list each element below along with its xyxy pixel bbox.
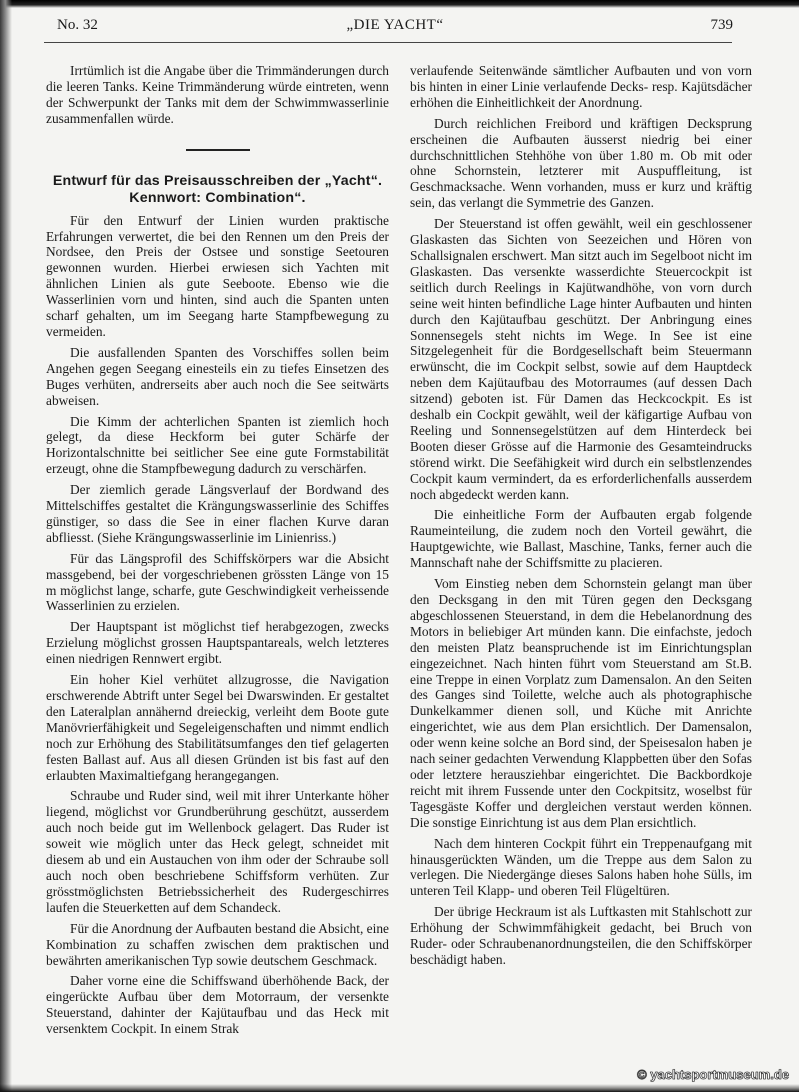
- header-rule: [44, 42, 732, 43]
- paragraph: Ein hoher Kiel verhütet allzugrosse, die Navigation erschwerende Abtrift unter Segel bei Dwarswinden. Er gestaltet den Lateralplan annähernd dreieckig, verleiht dem Boote gute Manövrierfähigkeit und Segeleigenschaften und nimmt endlich noch zur Erhöhung des Stabilitätsumfanges den tief gelagerten festen Ballast auf. Aus all diesen Gründen ist bis fast auf den erlaubten Maximaltiefgang herangegangen.: [46, 672, 389, 783]
- paragraph: Der Hauptspant ist möglichst tief herabgezogen, zwecks Erzielung möglichst grossen Hauptspantareals, welch letzteres einen niedrigen Rennwert ergibt.: [46, 619, 389, 667]
- paragraph: Der übrige Heckraum ist als Luftkasten mit Stahlschott zur Erhöhung der Schwimmfähigkeit gedacht, bei Bruch von Ruder- oder Schraubenanordnungsteilen, die den Schiffskörper beschädigt haben.: [410, 904, 752, 967]
- page-number: 739: [710, 17, 733, 33]
- paragraph: Der Steuerstand ist offen gewählt, weil ein geschlossener Glaskasten das Sichten von Seezeichen und Hören von Schallsignalen erschwert. Man sitzt auch im Segelboot nicht im Glaskasten. Das versenkte wasserdichte Steuercockpit ist seitlich durch Reelings in Kajütwandhöhe, von vorn durch seine weit hinten befindliche Lage hinter Aufbauten und hinten durch den Kajütaufbau geschützt. Der Anbringung eines Sonnensegels steht nichts im Wege. In See ist eine Sitzgelegenheit für die Bordgesellschaft beim Steuermann erwünscht, die im Cockpit selbst, sowie auf dem Hauptdeck neben dem Kajütaufbau des Motorraumes (auf dessen Dach sitzend) geboten ist. Für Damen das Heckcockpit. Es ist deshalb ein Cockpit gewählt, weil der käfigartige Aufbau von Reeling und Sonnensegelstützen auf dem Hinterdeck bei Booten dieser Grösse auf die Harmonie des Gesamteindrucks störend wirkt. Die Seefähigkeit wird durch ein selbstlenzendes Cockpit kaum vermindert, da es erforderlichenfalls ausserdem noch abgedeckt werden kann.: [410, 216, 752, 502]
- paragraph: Für die Anordnung der Aufbauten bestand die Absicht, eine Kombination zu schaffen zwischen dem praktischen und bewährten amerikanischen Typ sowie deutschem Geschmack.: [46, 920, 389, 968]
- continued-paragraph: verlaufende Seitenwände sämtlicher Aufbauten und von vorn bis hinten in einer Linie verlaufende Decks- resp. Kajütsdächer erhöhen die Einheitlichkeit der Anordnung.: [410, 63, 752, 110]
- scan-top-edge: [0, 0, 799, 8]
- paragraph: Die Kimm der achterlichen Spanten ist ziemlich hoch gelegt, da diese Heckform bei guter Schärfe der Horizontalschnitte bei seitlicher See eine gute Formstabilität erzeugt, ohne die Stampfbewegung dadurch zu verschärfen.: [46, 413, 389, 477]
- paragraph: Vom Einstieg neben dem Schornstein gelangt man über den Decksgang in den mit Türen gegen den Decksgang abgeschlossenen Steuerstand, in dem die Hebelanordnung des Motors in beliebiger Art münden kann. Die einfachste, jedoch den meisten Platz beanspruchende ist im Einrichtungsplan eingezeichnet. Nach hinten führt vom Steuerstand am St.B. eine Treppe in einen Vorplatz zum Damensalon. An den Seiten des Ganges sind Toilette, welche auch als photographische Dunkelkammer dienen soll, und Küche mit Anrichte eingerichtet, wie aus dem Plan ersichtlich. Der Damensalon, oder wenn keine solche an Bord sind, der Speisesalon haben je nach seiner gedachten Verwendung Klappbetten über den Sofas oder letztere herausziehbar eingerichtet. Die Backbordkoje reicht mit ihrem Fussende unter den Cockpitsitz, woselbst für Tagesgäste Koffer und dergleichen verstaut werden können. Die sonstige Einrichtung ist aus dem Plan ersichtlich.: [410, 576, 752, 830]
- right-column: [410, 63, 752, 973]
- journal-title: „DIE YACHT“: [346, 17, 444, 33]
- section-separator: [186, 149, 250, 151]
- paragraph: Der ziemlich gerade Längsverlauf der Bordwand des Mittelschiffes gestaltet die Krängungswasserlinie des Schiffes günstiger, so dass die See in einer flachen Kurve daran abfliesst. (Siehe Krängungswasserlinie im Linienriss.): [46, 482, 389, 545]
- running-header: [57, 17, 733, 39]
- left-column: [46, 63, 389, 1042]
- paragraph: Die einheitliche Form der Aufbauten ergab folgende Raumeinteilung, die zudem noch den Vorteil gewährt, die Hauptgewichte, wie Ballast, Maschine, Tanks, ferner auch die Mannschaft nahe der Schiffsmitte zu placieren.: [410, 507, 752, 571]
- paragraph: Schraube und Ruder sind, weil mit ihrer Unterkante höher liegend, möglichst vor Grundberührung geschützt, ausserdem auch noch beide gut im Wellenbock gelagert. Das Ruder ist soweit wie möglich unter das Heck gelegt, schneidet mit diesem ab und ein Austauchen von ihm oder der Schraube soll auch noch oben beschriebene Schiffsform verhüten. Zur grösstmöglichsten Betriebssicherheit des Rudergeschirres laufen die Steuerketten auf dem Schandeck.: [46, 788, 389, 915]
- scan-binding-shadow: [0, 0, 12, 1092]
- paragraph: Durch reichlichen Freibord und kräftigen Decksprung erscheinen die Aufbauten äusserst niedrig bei einer durchschnittlichen Stehhöhe von über 1.80 m. Ob mit oder ohne Schornstein, letzterer mit Auspuffleitung, ist Geschmacksache. Wenn vorhanden, muss er kurz und kräftig sein, das verlangt die Symmetrie des Ganzen.: [410, 115, 752, 211]
- paragraph: Daher vorne eine die Schiffswand überhöhende Back, der eingerückte Aufbau über dem Motorraum, der versenkte Steuerstand, dahinter der Kajütaufbau und das Heck mit versenktem Cockpit. In einem Strak: [46, 973, 389, 1037]
- article-title: [46, 173, 389, 207]
- intro-paragraph: Irrtümlich ist die Angabe über die Trimmänderungen durch die leeren Tanks. Keine Trimmänderung würde eintreten, wenn der Schwerpunkt der Tanks mit dem der Schwimmwasserlinie zusammenfallen würde.: [46, 63, 389, 126]
- article-title-line-2: Kennwort: Combination“.: [129, 189, 306, 206]
- paragraph: Für das Längsprofil des Schiffskörpers war die Absicht massgebend, bei der vorgeschriebenen grössten Länge von 15 m möglichst lange, scharfe, gute Geschwindigkeit verheissende Wasserlinien zu erzielen.: [46, 550, 389, 614]
- scan-bottom-edge: [0, 1084, 799, 1092]
- article-title-line-1: Entwurf für das Preisausschreiben der „Yacht“.: [52, 172, 383, 189]
- paragraph: Für den Entwurf der Linien wurden praktische Erfahrungen verwertet, die bei den Rennen um den Preis der Nordsee, den Preis der Ostsee und sonstige Seetouren gewonnen wurden. Hierbei erwiesen sich Yachten mit ähnlichen Linien als gute Seeboote. Ebenso wie die Wasserlinien vorn und hinten, sind auch die Spanten unten scharf gehalten, um im Seegang harte Stampfbewegung zu vermeiden.: [46, 212, 389, 339]
- issue-number: No. 32: [57, 17, 98, 33]
- paragraph: Nach dem hinteren Cockpit führt ein Treppenaufgang mit hinausgerückten Wänden, um die Treppe aus dem Salon zu verlegen. Die Niedergänge dieses Salons haben hohe Sülls, im unteren Teil Klapp- und oberen Teil Flügeltüren.: [410, 835, 752, 899]
- copyright-watermark: © yachtsportmuseum.de: [637, 1067, 789, 1082]
- paragraph: Die ausfallenden Spanten des Vorschiffes sollen beim Angehen gegen Seegang einesteils ein zu tiefes Einsetzen des Buges verhüten, andrerseits aber auch noch die See seitwärts abweisen.: [46, 344, 389, 408]
